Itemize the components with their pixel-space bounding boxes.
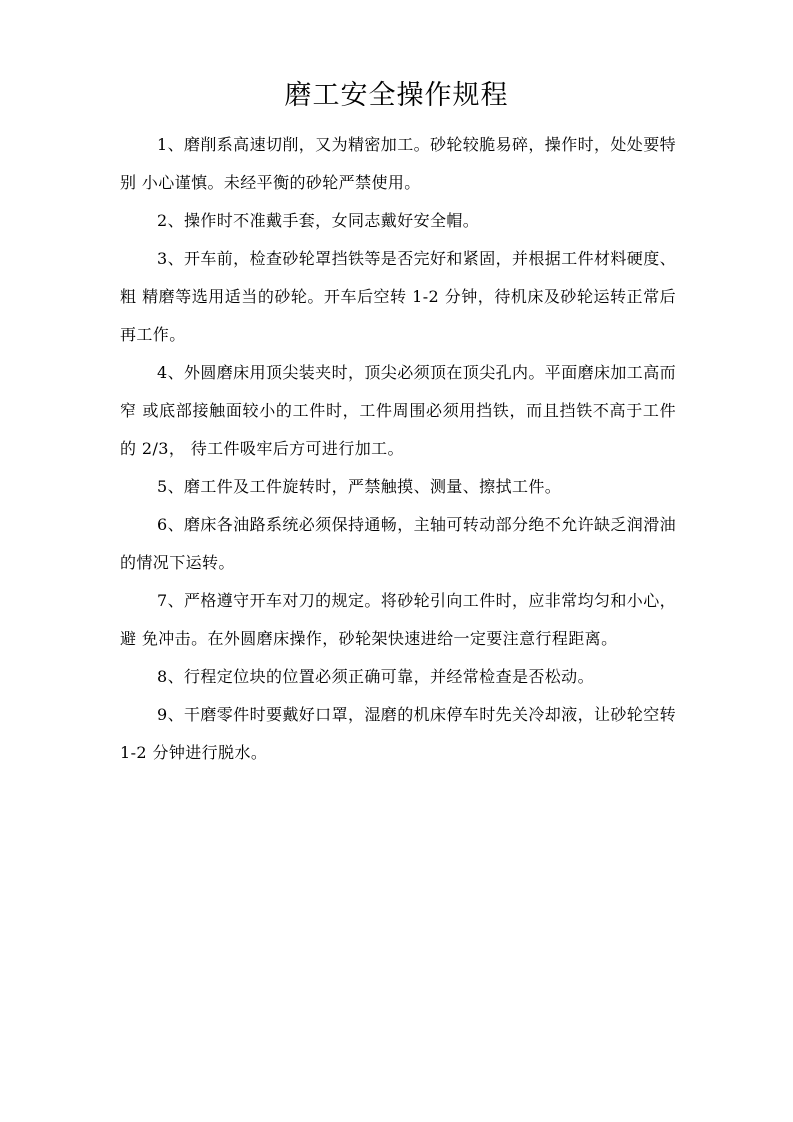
page-title: 磨工安全操作规程 (284, 80, 509, 111)
document-body (120, 126, 676, 772)
paragraph-4: 4、外圆磨床用顶尖装夹时，顶尖必须顶在顶尖孔内。平面磨床加工高而窄 或底部接触面较小的工件时，工件周围必须用挡铁，而且挡铁不高于工件的 2/3， 待工件吸牢后方可进行加工。 (120, 363, 676, 458)
paragraph-1: 1、磨削系高速切削，又为精密加工。砂轮较脆易碎，操作时，处处要特别 小心谨慎。未经平衡的砂轮严禁使用。 (120, 135, 676, 192)
paragraph-9: 9、干磨零件时要戴好口罩，湿磨的机床停车时先关冷却液，让砂轮空转 1-2 分钟进行脱水。 (120, 705, 676, 762)
paragraph-5: 5、磨工件及工件旋转时，严禁触摸、测量、擦拭工件。 (157, 477, 562, 496)
paragraph-6: 6、磨床各油路系统必须保持通畅，主轴可转动部分绝不允许缺乏润滑油的情况下运转。 (120, 515, 676, 572)
paragraph-2: 2、操作时不准戴手套，女同志戴好安全帽。 (157, 211, 480, 230)
paragraph-7: 7、严格遵守开车对刀的规定。将砂轮引向工件时，应非常均匀和小心，避 免冲击。在外圆磨床操作，砂轮架快速进给一定要注意行程距离。 (120, 591, 676, 648)
paragraph-8: 8、行程定位块的位置必须正确可靠，并经常检查是否松动。 (157, 667, 594, 686)
paragraph-3: 3、开车前，检查砂轮罩挡铁等是否完好和紧固，并根据工件材料硬度、粗 精磨等选用适当的砂轮。开车后空转 1-2 分钟，待机床及砂轮运转正常后再工作。 (120, 249, 676, 344)
